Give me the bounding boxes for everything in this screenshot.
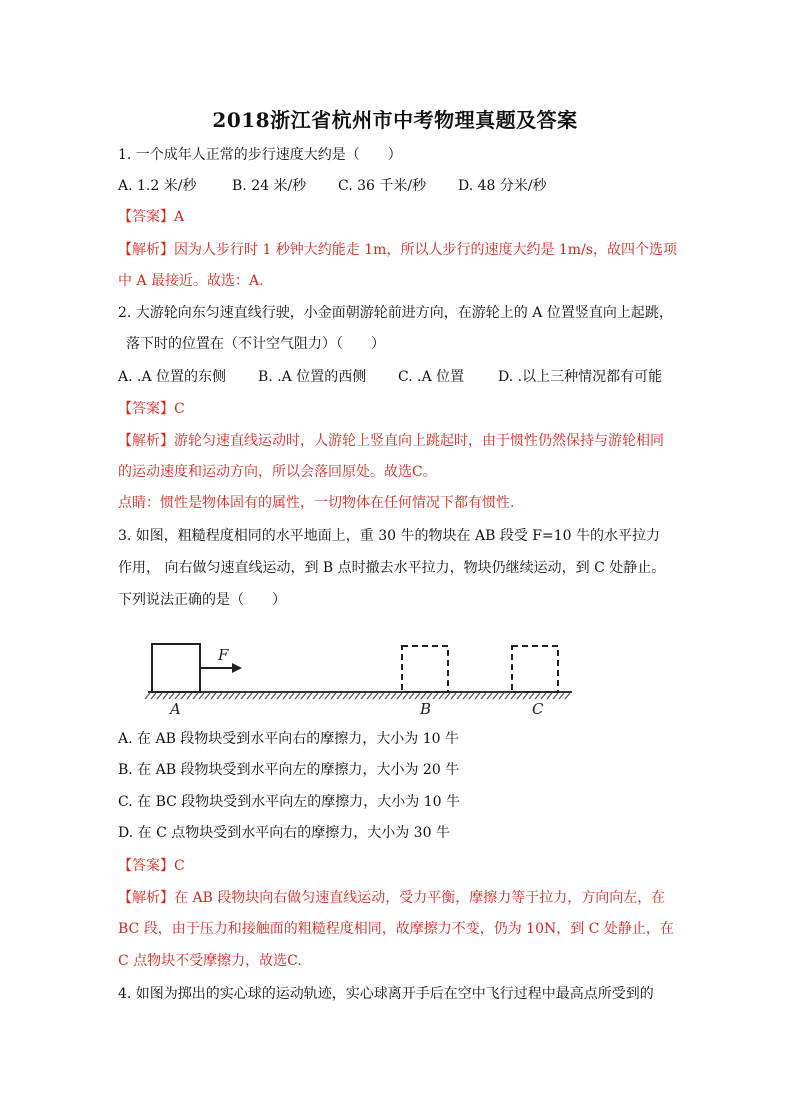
q1-options — [118, 176, 547, 196]
hatch-mark — [403, 693, 408, 699]
q2-analysis-line-1: 【解析】游轮匀速直线运动时，人游轮上竖直向上跳起时，由于惯性仍然保持与游轮相同 — [118, 433, 664, 449]
force-label: F — [218, 646, 229, 664]
q3-option-b: B. 在 AB 段物块受到水平向左的摩擦力，大小为 20 牛 — [118, 762, 460, 778]
hatch-mark — [319, 693, 324, 699]
hatch-mark — [169, 693, 174, 699]
q3-stem-line-2: 作用， 向右做匀速直线运动，到 B 点时撤去水平拉力，物块仍继续运动，到 C 处静止。 — [118, 560, 666, 576]
hatch-mark — [229, 693, 234, 699]
q2-note: 点睛：惯性是物体固有的属性，一切物体在任何情况下都有惯性. — [118, 495, 515, 511]
force-arrow-head — [232, 663, 242, 673]
hatch-mark — [475, 693, 480, 699]
point-b-label: B — [420, 700, 432, 718]
hatch-mark — [415, 693, 420, 699]
q1-stem: 1. 一个成年人正常的步行速度大约是（ ） — [118, 147, 402, 163]
hatch-mark — [277, 693, 282, 699]
hatch-mark — [223, 693, 228, 699]
hatch-mark — [313, 693, 318, 699]
hatch-mark — [211, 693, 216, 699]
hatch-mark — [181, 693, 186, 699]
hatch-mark — [493, 693, 498, 699]
q3-stem-line-3: 下列说法正确的是（ ） — [118, 592, 286, 608]
hatch-mark — [241, 693, 246, 699]
hatch-mark — [289, 693, 294, 699]
hatch-mark — [175, 693, 180, 699]
hatch-mark — [157, 693, 162, 699]
q2-stem-line-2: 落下时的位置在（不计空气阻力）（ ） — [126, 336, 385, 352]
hatch-mark — [505, 693, 510, 699]
hatch-mark — [499, 693, 504, 699]
q3-option-d: D. 在 C 点物块受到水平向右的摩擦力，大小为 30 牛 — [118, 825, 450, 841]
block-at-c-dashed — [512, 646, 558, 692]
hatch-mark — [565, 693, 570, 699]
q3-option-c: C. 在 BC 段物块受到水平向左的摩擦力，大小为 10 牛 — [118, 794, 460, 810]
q1-analysis-line-1: 【解析】因为人步行时 1 秒钟大约能走 1m，所以人步行的速度大约是 1m/s，故四个选项 — [118, 242, 677, 258]
q3-figure — [140, 630, 580, 720]
hatch-mark — [205, 693, 210, 699]
hatch-mark — [451, 693, 456, 699]
q1-option-c: C. 36 千米/秒 — [338, 178, 427, 194]
q2-option-c: C. .A 位置 — [398, 369, 465, 385]
hatch-mark — [193, 693, 198, 699]
hatch-mark — [349, 693, 354, 699]
q2-analysis-line-2: 的运动速度和运动方向，所以会落回原处。故选C。 — [118, 464, 437, 480]
q1-answer: 【答案】A — [118, 209, 185, 225]
hatch-mark — [385, 693, 390, 699]
q3-diagram — [140, 630, 580, 720]
hatch-mark — [151, 693, 156, 699]
hatch-mark — [271, 693, 276, 699]
q4-stem-line-1: 4. 如图为掷出的实心球的运动轨迹，实心球离开手后在空中飞行过程中最高点所受到的 — [118, 986, 654, 1002]
q3-analysis-line-3: C 点物块不受摩擦力，故选C. — [118, 953, 302, 969]
q1-analysis-line-2: 中 A 最接近。故选：A. — [118, 273, 264, 289]
hatch-mark — [283, 693, 288, 699]
hatch-mark — [187, 693, 192, 699]
hatch-mark — [439, 693, 444, 699]
hatch-mark — [325, 693, 330, 699]
hatch-mark — [421, 693, 426, 699]
hatch-mark — [373, 693, 378, 699]
hatch-mark — [517, 693, 522, 699]
hatch-mark — [343, 693, 348, 699]
hatch-mark — [397, 693, 402, 699]
hatch-mark — [535, 693, 540, 699]
hatch-mark — [529, 693, 534, 699]
hatch-mark — [355, 693, 360, 699]
hatch-mark — [409, 693, 414, 699]
hatch-mark — [427, 693, 432, 699]
q2-option-a: A. .A 位置的东侧 — [118, 369, 227, 385]
hatch-mark — [463, 693, 468, 699]
q2-stem-line-1: 2. 大游轮向东匀速直线行驶，小金面朝游轮前进方向，在游轮上的 A 位置竖直向上起跳， — [118, 305, 673, 321]
hatch-mark — [511, 693, 516, 699]
hatch-mark — [295, 693, 300, 699]
q1-option-a: A. 1.2 米/秒 — [118, 178, 197, 194]
hatch-mark — [217, 693, 222, 699]
block-at-a — [152, 644, 200, 692]
page-title: 2018浙江省杭州市中考物理真题及答案 — [212, 108, 578, 132]
hatch-mark — [391, 693, 396, 699]
q2-option-d: D. .以上三种情况都有可能 — [498, 369, 663, 385]
ground-hatch-marks — [145, 693, 570, 699]
hatch-mark — [559, 693, 564, 699]
point-c-label: C — [532, 700, 544, 718]
q3-analysis-line-1: 【解析】在 AB 段物块向右做匀速直线运动，受力平衡，摩擦力等于拉力，方向向左，在 — [118, 890, 666, 906]
hatch-mark — [469, 693, 474, 699]
q3-option-a: A. 在 AB 段物块受到水平向右的摩擦力，大小为 10 牛 — [118, 731, 460, 747]
hatch-mark — [547, 693, 552, 699]
hatch-mark — [253, 693, 258, 699]
hatch-mark — [235, 693, 240, 699]
hatch-mark — [337, 693, 342, 699]
hatch-mark — [553, 693, 558, 699]
hatch-mark — [487, 693, 492, 699]
q2-answer: 【答案】C — [118, 401, 185, 417]
hatch-mark — [259, 693, 264, 699]
hatch-mark — [247, 693, 252, 699]
hatch-mark — [367, 693, 372, 699]
q1-option-d: D. 48 分米/秒 — [458, 178, 547, 194]
hatch-mark — [541, 693, 546, 699]
q3-answer: 【答案】C — [118, 858, 185, 874]
hatch-mark — [301, 693, 306, 699]
hatch-mark — [361, 693, 366, 699]
hatch-mark — [457, 693, 462, 699]
hatch-mark — [145, 693, 150, 699]
q3-analysis-line-2: BC 段，由于压力和接触面的粗糙程度相同，故摩擦力不变，仍为 10N，到 C 处静止，在 — [118, 921, 674, 937]
hatch-mark — [481, 693, 486, 699]
point-a-label: A — [170, 700, 181, 718]
hatch-mark — [331, 693, 336, 699]
hatch-mark — [379, 693, 384, 699]
hatch-mark — [199, 693, 204, 699]
hatch-mark — [433, 693, 438, 699]
hatch-mark — [445, 693, 450, 699]
q2-options — [118, 367, 662, 387]
hatch-mark — [523, 693, 528, 699]
hatch-mark — [163, 693, 168, 699]
hatch-mark — [265, 693, 270, 699]
q2-option-b: B. .A 位置的西侧 — [258, 369, 367, 385]
q3-stem-line-1: 3. 如图，粗糙程度相同的水平地面上，重 30 牛的物块在 AB 段受 F=10 牛的水平拉力 — [118, 528, 660, 544]
q1-option-b: B. 24 米/秒 — [232, 178, 307, 194]
block-at-b-dashed — [402, 646, 448, 692]
hatch-mark — [307, 693, 312, 699]
